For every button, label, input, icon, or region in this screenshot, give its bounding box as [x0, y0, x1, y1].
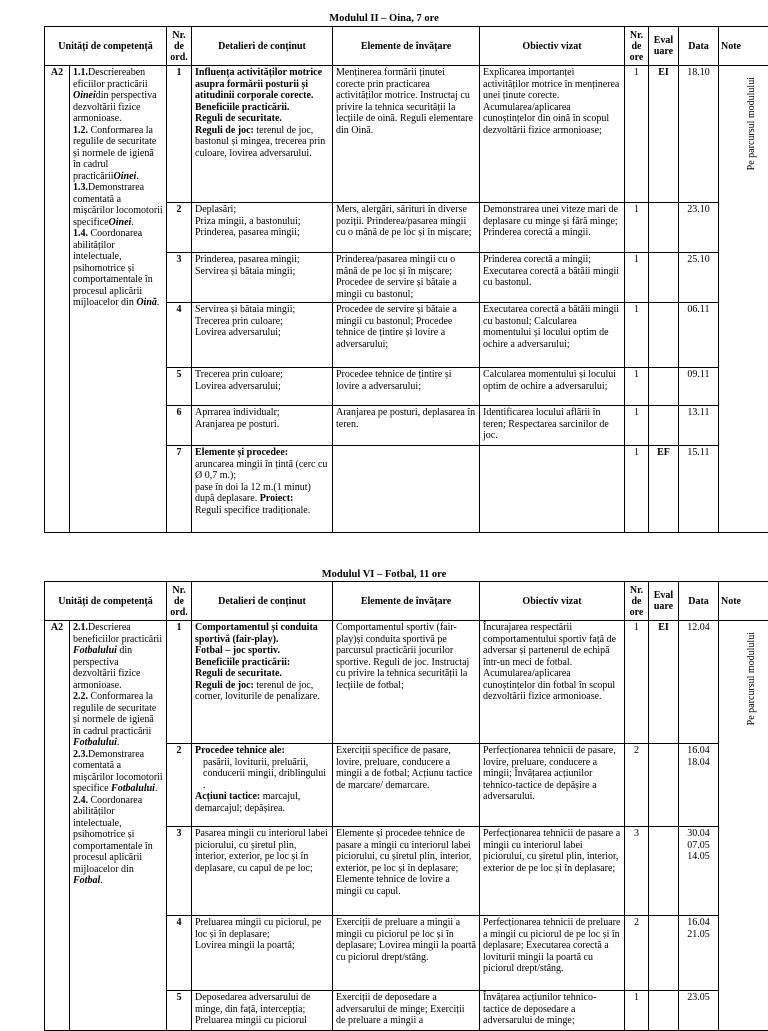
objective — [480, 446, 625, 533]
detail-text: Preluarea mingii cu piciorul, pe loc și în deplasare; — [195, 917, 321, 940]
competence-text: Descrierea beneficiilor practicării — [73, 622, 162, 645]
detail-text: Lovirea adversarului; — [195, 381, 281, 392]
detail-line — [195, 680, 329, 703]
detail-cell — [192, 303, 333, 368]
header-unitati: Unități de competență — [45, 582, 167, 621]
competence-keyword: Oinei — [114, 171, 137, 182]
learning-elements: Exerciții de preluare a mingii a mingii cu piciorul pe loc și în deplasare; Lovirea mingii la poartă cu piciorul drept/stâng. — [333, 916, 480, 991]
detail-text: pasării, loviturii, preluării, conducerii mingii, driblingului . — [203, 757, 326, 791]
learning-elements: Menținerea formării ținutei corecte prin practicarea activităților motrice. Instructaj cu privire la tehnica securității la lecțiile de oină. Reguli elementare din Oină. — [333, 66, 480, 203]
detail-text: terenul de joc, bastonul și mingea, trecerea prin culoare, lovirea adversarului. — [195, 125, 325, 159]
detail-line — [195, 266, 329, 278]
competence-number: 2.4. — [73, 795, 88, 806]
evaluation: EI — [649, 621, 679, 744]
objective: Explicarea importanței activităților motrice în menținerea unei ținute corecte. Acumularea/aplicarea cunoștințelor din oină în scopul dezvoltării fizice armonioase; — [480, 66, 625, 203]
header-detalieri: Detalieri de conținut — [192, 582, 333, 621]
note-text: Pe parcursul modulului — [746, 77, 758, 170]
detail-cell — [192, 406, 333, 446]
hours: 1 — [625, 66, 649, 203]
row-number: 5 — [167, 368, 192, 406]
detail-line — [195, 622, 329, 645]
detail-line — [195, 113, 329, 125]
learning-elements: Exerciții de deposedare a adversarului de minge; Exerciții de preluare a mingii a — [333, 991, 480, 1031]
header-detalieri: Detalieri de conținut — [192, 27, 333, 66]
competence-item — [73, 795, 163, 887]
hours: 2 — [625, 916, 649, 991]
header-elemente: Elemente de învățare — [333, 27, 480, 66]
competence-item — [73, 622, 163, 691]
detail-text: pase în doi la 12 m.(1 minut) după deplasare. — [195, 482, 311, 505]
detail-text: Prinderea, pasarea mingii; — [195, 227, 300, 238]
row-number: 4 — [167, 303, 192, 368]
date: 16.04 18.04 — [679, 744, 719, 827]
evaluation — [649, 827, 679, 916]
competence-text: . — [157, 297, 160, 308]
detail-text: Influența activităților motrice asupra formării posturii și atitudinii corporale corecte. — [195, 67, 322, 101]
competence-keyword: Oinei — [109, 217, 132, 228]
evaluation: EI — [649, 66, 679, 203]
detail-text: Reguli de securitate. — [195, 113, 282, 124]
competence-number: 2.2. — [73, 691, 88, 702]
competence-keyword: Fotbal — [73, 875, 100, 886]
detail-text: Deplasări; — [195, 204, 236, 215]
detail-cell — [192, 203, 333, 253]
evaluation — [649, 406, 679, 446]
hours: 1 — [625, 203, 649, 253]
detail-line — [195, 482, 329, 505]
detail-cell — [192, 916, 333, 991]
competence-text: Descriereaben eficiilor practicării — [73, 67, 148, 90]
evaluation — [649, 203, 679, 253]
row-number: 3 — [167, 253, 192, 303]
module-title: Modulul II – Oina, 7 ore — [0, 13, 768, 25]
competence-item — [73, 228, 163, 309]
competence-text: Conformarea la regulile de securitate și normele de igienă în cadrul practicării — [73, 125, 156, 182]
competence-text: Coordonarea abilităților intelectuale, psihomotrice și comportamentale în procesul aplicării mijloacelor din — [73, 228, 153, 308]
detail-text: Beneficiile practicării: — [195, 657, 290, 668]
detail-text: Comportamentul și conduita sportivă (fair-play). — [195, 622, 318, 645]
header-elemente: Elemente de învățare — [333, 582, 480, 621]
row-number: 4 — [167, 916, 192, 991]
date: 30.04 07.05 14.05 — [679, 827, 719, 916]
detail-text: aruncarea mingii în țintă (cerc cu Ø 0,7 m.); — [195, 459, 327, 482]
unit-label: A2 — [45, 66, 70, 533]
note-cell — [719, 66, 768, 533]
detail-text: Proiect: — [260, 493, 294, 504]
detail-cell — [192, 621, 333, 744]
unit-label: A2 — [45, 621, 70, 1031]
header-evaluare: Eval uare — [649, 27, 679, 66]
competence-number: 2.3. — [73, 749, 88, 760]
date: 15.11 — [679, 446, 719, 533]
objective: Prinderea corectă a mingii; Executarea corectă a bătăii mingii cu bastonul. — [480, 253, 625, 303]
date: 13.11 — [679, 406, 719, 446]
detail-cell — [192, 446, 333, 533]
detail-text: Aranjarea pe posturi. — [195, 419, 279, 430]
competence-text: . — [155, 783, 158, 794]
header-data: Data — [679, 582, 719, 621]
detail-line — [195, 304, 329, 316]
hours: 1 — [625, 406, 649, 446]
detail-text: Reguli de securitate. — [195, 668, 282, 679]
header-note: Note — [719, 27, 768, 66]
hours: 1 — [625, 446, 649, 533]
competence-keyword: Fotbalului — [73, 737, 117, 748]
hours: 2 — [625, 744, 649, 827]
competence-item — [73, 749, 163, 795]
row-number: 5 — [167, 991, 192, 1031]
detail-line — [195, 668, 329, 680]
module-table — [44, 581, 768, 1031]
detail-cell — [192, 991, 333, 1031]
detail-text: Lovirea mingii la poartă; — [195, 940, 295, 951]
competence-item — [73, 125, 163, 183]
evaluation — [649, 744, 679, 827]
competence-text: . — [117, 737, 120, 748]
detail-text: marcajul, demarcajul; depășirea. — [195, 791, 300, 814]
module-body — [45, 621, 768, 1031]
detail-cell — [192, 827, 333, 916]
learning-elements: Prinderea/pasarea mingii cu o mână de pe loc și în mișcare; Procedee de servire și bătaie a mingii cu bastonul; — [333, 253, 480, 303]
detail-line — [195, 216, 329, 228]
detail-line — [195, 419, 329, 431]
objective: Identificarea locului aflării în teren; Respectarea sarcinilor de joc. — [480, 406, 625, 446]
evaluation: EF — [649, 446, 679, 533]
detail-text: Fotbal – joc sportiv. — [195, 645, 280, 656]
detail-text: Aprrarea individualr; — [195, 407, 280, 418]
detail-text: Elemente și procedee: — [195, 447, 288, 458]
competence-text: . — [131, 217, 134, 228]
row-number: 3 — [167, 827, 192, 916]
detail-text: terenul de joc, corner, loviturile de penalizare. — [195, 680, 320, 703]
detail-line — [195, 227, 329, 239]
competence-item — [73, 691, 163, 749]
date: 23.10 — [679, 203, 719, 253]
competence-keyword: Fotbalului — [73, 645, 117, 656]
learning-elements: Procedee de servire și bătaie a mingii cu bastonul; Procedee tehnice de țintire și lovire a adversarului; — [333, 303, 480, 368]
objective: Calcularea momentului și locului optim de ochire a adversarului; — [480, 368, 625, 406]
detail-line — [195, 645, 329, 657]
learning-elements: Procedee tehnice de țintire și lovire a adversarului; — [333, 368, 480, 406]
date: 18.10 — [679, 66, 719, 203]
detail-text: Acțiuni tactice: — [195, 791, 260, 802]
detail-line — [195, 828, 329, 874]
learning-elements: Elemente și procedee tehnice de pasare a mingii cu interiorul labei piciorului, cu șiretul plin, interior, exterior, pe loc și în deplasare; Elemente tehnice de lovire a mingii cu capul. — [333, 827, 480, 916]
detail-text: Beneficiile practicării. — [195, 102, 289, 113]
learning-elements: Mers, alergări, sărituri în diverse poziții. Prinderea/pasarea mingii cu o mână de pe loc și în mișcare; — [333, 203, 480, 253]
evaluation — [649, 253, 679, 303]
header-nr-ore: Nr. de ore — [625, 582, 649, 621]
module-title: Modulul VI – Fotbal, 11 ore — [0, 569, 768, 581]
header-nr-ore: Nr. de ore — [625, 27, 649, 66]
note-cell — [719, 621, 768, 1031]
detail-text: Pasarea mingii cu interiorul labei piciorului, cu șiretul plin, interior, exterior, pe loc și în deplasare, cu capul de pe loc; — [195, 828, 328, 874]
detail-text: Priza mingii, a bastonului; — [195, 216, 301, 227]
evaluation — [649, 303, 679, 368]
competences-cell — [70, 66, 167, 533]
detail-line — [195, 757, 329, 792]
hours: 3 — [625, 827, 649, 916]
competence-item — [73, 67, 163, 125]
module-table — [44, 26, 768, 533]
evaluation — [649, 991, 679, 1031]
competence-text: Conformarea la regulile de securitate și normele de igienă în cadrul practicării — [73, 691, 156, 737]
hours: 1 — [625, 991, 649, 1031]
objective: Executarea corectă a bătăii mingii cu bastonul; Calcularea momentului și locului optim de ochire a adversarului; — [480, 303, 625, 368]
row-number: 6 — [167, 406, 192, 446]
header-obiectiv: Obiectiv vizat — [480, 582, 625, 621]
detail-line — [195, 125, 329, 160]
competence-item — [73, 182, 163, 228]
competence-text: Demonstrarea comentată a mișcărilor locomotorii specifice — [73, 182, 163, 228]
table-row — [45, 621, 768, 744]
competence-text: . — [100, 875, 103, 886]
header-evaluare: Eval uare — [649, 582, 679, 621]
learning-elements: Aranjarea pe posturi, deplasarea în teren. — [333, 406, 480, 446]
detail-line — [195, 459, 329, 482]
objective: Învățarea acțiunilor tehnico-tactice de deposedare a adversarului de minge; — [480, 991, 625, 1031]
row-number: 2 — [167, 203, 192, 253]
detail-line — [195, 917, 329, 940]
competence-text: din perspectiva dezvoltării fizice armonioase. — [73, 645, 140, 691]
row-number: 1 — [167, 66, 192, 203]
hours: 1 — [625, 621, 649, 744]
competence-number: 1.2. — [73, 125, 88, 136]
detail-line — [195, 102, 329, 114]
table-row — [45, 66, 768, 203]
row-number: 7 — [167, 446, 192, 533]
header-data: Data — [679, 27, 719, 66]
detail-text: Reguli specifice tradiționale. — [195, 505, 310, 516]
detail-text: Procedee tehnice ale: — [195, 745, 285, 756]
evaluation — [649, 368, 679, 406]
date: 25.10 — [679, 253, 719, 303]
hours: 1 — [625, 368, 649, 406]
detail-line — [195, 327, 329, 339]
date: 06.11 — [679, 303, 719, 368]
date: 23.05 — [679, 991, 719, 1031]
note-text: Pe parcursul modulului — [746, 632, 758, 725]
learning-elements: Comportamentul sportiv (fair-play)și conduita sportivă pe parcursul practicării jocurilor sportive. Reguli de joc. Instructaj cu privire la tehnica securității la lecțiile de fotbal; — [333, 621, 480, 744]
detail-line — [195, 447, 329, 459]
competence-text: . — [136, 171, 139, 182]
detail-line — [195, 316, 329, 328]
detail-line — [195, 67, 329, 102]
objective: Încurajarea respectării comportamentului sportiv față de adversar și partenerul de echipă într-un meci de fotbal. Acumularea/aplicarea cunoștințelor din fotbal în scopul dezvoltării fizice armonioase. — [480, 621, 625, 744]
detail-cell — [192, 368, 333, 406]
detail-line — [195, 254, 329, 266]
detail-text: Trecerea prin culoare; — [195, 316, 283, 327]
row-number: 1 — [167, 621, 192, 744]
header-unitati: Unități de competență — [45, 27, 167, 66]
detail-line — [195, 791, 329, 814]
competence-number: 1.4. — [73, 228, 88, 239]
detail-cell — [192, 253, 333, 303]
header-nr: Nr. de ord. — [167, 27, 192, 66]
detail-line — [195, 505, 329, 517]
competence-number: 1.1. — [73, 67, 88, 78]
learning-elements — [333, 446, 480, 533]
competence-number: 2.1. — [73, 622, 88, 633]
module-body — [45, 66, 768, 533]
objective: Perfecționarea tehnicii de pasare a mingii cu interiorul labei piciorului, cu șiretul plin, interior, exterior de pe loc și în deplasare; — [480, 827, 625, 916]
detail-line — [195, 369, 329, 381]
date: 12.04 — [679, 621, 719, 744]
date: 16.04 21.05 — [679, 916, 719, 991]
detail-text: Prinderea, pasarea mingii; — [195, 254, 300, 265]
hours: 1 — [625, 253, 649, 303]
detail-text: Servirea și bătaia mingii; — [195, 304, 295, 315]
objective: Demonstrarea unei viteze mari de deplasare cu minge și fără minge; Prinderea corectă a mingii. — [480, 203, 625, 253]
detail-line — [195, 745, 329, 757]
competence-keyword: Oină — [136, 297, 157, 308]
detail-line — [195, 204, 329, 216]
detail-text: Reguli de joc: — [195, 125, 254, 136]
evaluation — [649, 916, 679, 991]
competences-cell — [70, 621, 167, 1031]
detail-text: Reguli de joc: — [195, 680, 254, 691]
header-note: Note — [719, 582, 768, 621]
header-nr: Nr. de ord. — [167, 582, 192, 621]
hours: 1 — [625, 303, 649, 368]
detail-cell — [192, 66, 333, 203]
detail-text: Servirea și bătaia mingii; — [195, 266, 295, 277]
detail-text: Trecerea prin culoare; — [195, 369, 283, 380]
objective: Perfecționarea tehnicii de preluare a mingii cu piciorul de pe loc și în deplasare; Executarea corectă a loviturii mingii la poartă cu piciorul drept/stâng. — [480, 916, 625, 991]
header-obiectiv: Obiectiv vizat — [480, 27, 625, 66]
row-number: 2 — [167, 744, 192, 827]
date: 09.11 — [679, 368, 719, 406]
detail-line — [195, 657, 329, 669]
detail-line — [195, 992, 329, 1027]
detail-line — [195, 381, 329, 393]
competence-text: Demonstrarea comentată a mișcărilor locomotorii specifice — [73, 749, 163, 795]
learning-elements: Exerciții specifice de pasare, lovire, preluare, conducere a mingii a de fotbal; Acțiunu tactice de marcare/ demarcare. — [333, 744, 480, 827]
detail-line — [195, 407, 329, 419]
detail-line — [195, 940, 329, 952]
detail-text: Deposedarea adversarului de minge, din față, intercepția; Preluarea mingii cu piciorul — [195, 992, 311, 1026]
competence-text: din perspectiva dezvoltării fizice armonioase. — [73, 90, 157, 124]
detail-cell — [192, 744, 333, 827]
competence-keyword: Oinei — [73, 90, 96, 101]
detail-text: Lovirea adversarului; — [195, 327, 281, 338]
competence-text: Coordonarea abilităților intelectuale, psihomotrice și comportamentale în procesul aplicării mijloacelor din — [73, 795, 153, 875]
objective: Perfecționarea tehnicii de pasare, lovire, preluare, conducere a mingii; Învățarea acțiunilor tehnico-tactice de depășire a adversarului. — [480, 744, 625, 827]
competence-number: 1.3. — [73, 182, 88, 193]
competence-keyword: Fotbalului — [111, 783, 155, 794]
